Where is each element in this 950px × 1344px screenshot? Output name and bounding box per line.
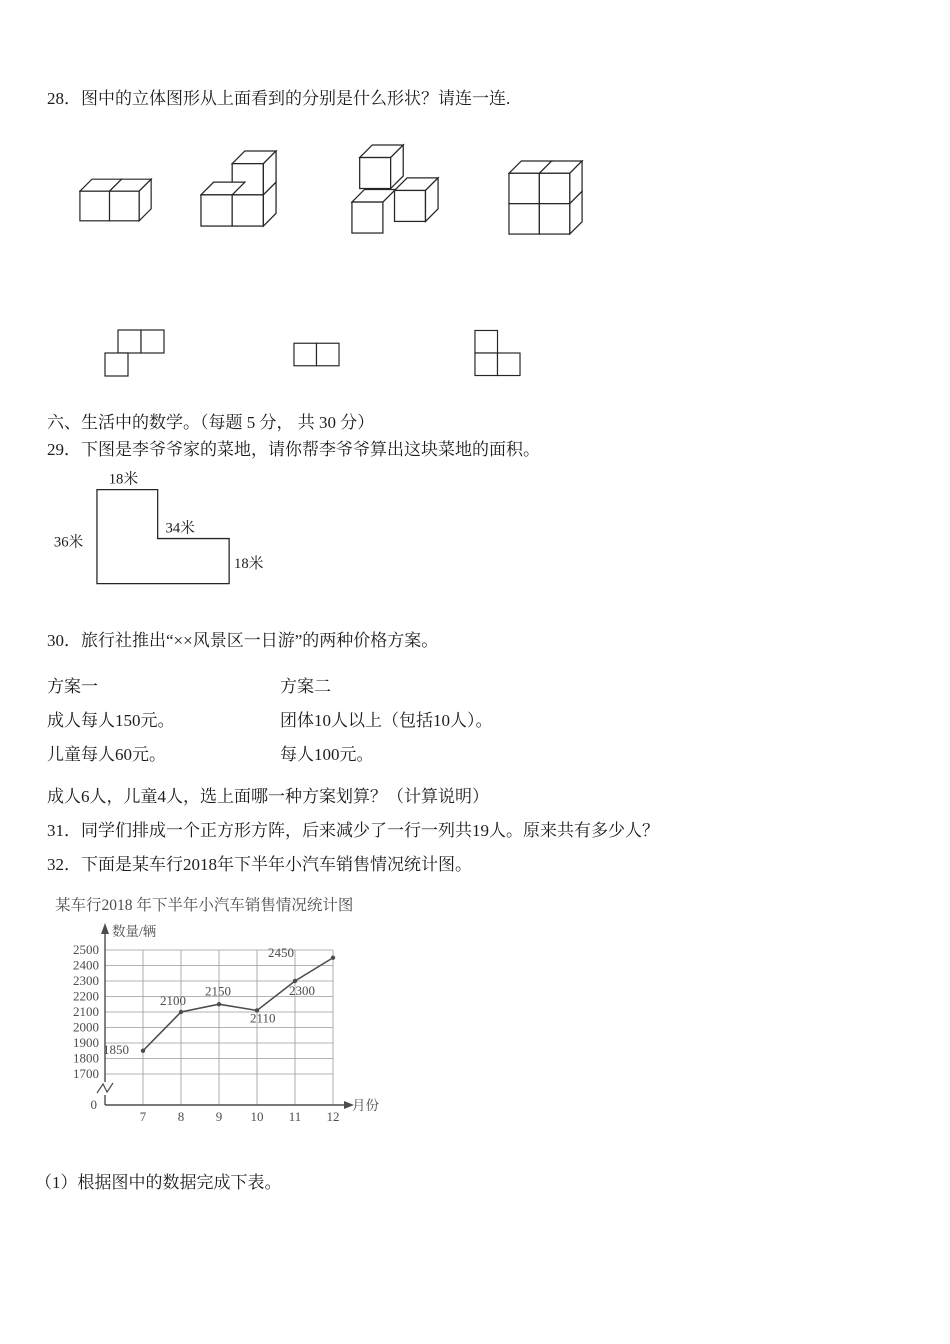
chart-ytick-label: 2000 bbox=[73, 1019, 99, 1035]
chart-point-label: 1850 bbox=[103, 1041, 129, 1057]
question-32-sub-1: （1）根据图中的数据完成下表。 bbox=[35, 1173, 282, 1192]
field-outline bbox=[97, 490, 229, 584]
chart-ytick-label: 2400 bbox=[73, 957, 99, 973]
chart-origin-label: 0 bbox=[90, 1097, 97, 1112]
figure-shape bbox=[118, 330, 141, 353]
question-29-text: 29．下图是李爷爷家的菜地，请你帮李爷爷算出这块菜地的面积。 bbox=[47, 440, 540, 459]
plan-view-figure-2 bbox=[293, 342, 340, 367]
figure-shape bbox=[294, 343, 317, 366]
field-label-right: 18米 bbox=[234, 555, 264, 572]
chart-xtick-label: 12 bbox=[326, 1109, 340, 1124]
solid-figure-3 bbox=[350, 143, 440, 235]
chart-ytick-label: 2500 bbox=[73, 942, 99, 957]
chart-xtick-label: 9 bbox=[215, 1109, 223, 1124]
question-28-text: 28．图中的立体图形从上面看到的分别是什么形状？请连一连. bbox=[47, 89, 511, 108]
chart-ytick-label: 1800 bbox=[73, 1050, 99, 1066]
plan-1-line-2: 儿童每人60元。 bbox=[47, 745, 166, 764]
plan-view-figure-1 bbox=[104, 329, 165, 377]
chart-xlabel: 月份 bbox=[352, 1098, 379, 1113]
section-6-header: 六、生活中的数学。（每题 5 分， 共 30 分） bbox=[47, 413, 375, 432]
chart-xtick-label: 8 bbox=[177, 1109, 185, 1124]
plan-2-title: 方案二 bbox=[280, 677, 331, 696]
question-31-text: 31．同学们排成一个正方形方阵，后来减少了一行一列共19人。原来共有多少人？ bbox=[47, 821, 659, 840]
chart-data-point bbox=[141, 1049, 145, 1053]
chart-data-point bbox=[331, 956, 335, 960]
figure-shape bbox=[395, 190, 426, 221]
chart-ytick-label: 2200 bbox=[73, 988, 99, 1004]
chart-point-label: 2150 bbox=[205, 983, 231, 999]
chart-xtick-label: 7 bbox=[139, 1109, 147, 1124]
plan-1-title: 方案一 bbox=[47, 677, 98, 696]
plan-2-line-2: 每人100元。 bbox=[280, 745, 374, 764]
field-label-inner: 34米 bbox=[165, 520, 195, 537]
chart-ytick-label: 2100 bbox=[73, 1004, 99, 1019]
chart-ytick-label: 1700 bbox=[73, 1066, 99, 1081]
figure-shape bbox=[539, 173, 569, 203]
figure-shape bbox=[509, 204, 539, 234]
chart-ytick-label: 1900 bbox=[73, 1035, 99, 1050]
field-label-top: 18米 bbox=[108, 471, 139, 488]
chart-y-axis-arrow bbox=[101, 923, 109, 934]
figure-shape bbox=[475, 330, 498, 353]
figure-shape bbox=[498, 353, 521, 376]
chart-point-label: 2100 bbox=[160, 993, 186, 1008]
figure-shape bbox=[110, 191, 140, 221]
chart-ytick-label: 2300 bbox=[73, 973, 99, 988]
sales-chart bbox=[40, 912, 420, 1162]
plan-1-line-1: 成人每人150元。 bbox=[47, 711, 175, 730]
figure-shape bbox=[539, 204, 569, 234]
chart-title: 某车行2018 年下半年小汽车销售情况统计图 bbox=[55, 897, 354, 914]
solid-figure-1 bbox=[79, 178, 153, 222]
question-32-text: 32．下面是某车行2018年下半年小汽车销售情况统计图。 bbox=[47, 855, 472, 874]
chart-point-label: 2450 bbox=[268, 944, 294, 960]
chart-data-point bbox=[217, 1002, 221, 1006]
figure-shape bbox=[80, 191, 110, 221]
figure-shape bbox=[509, 173, 539, 203]
figure-shape bbox=[352, 202, 383, 233]
figure-shape bbox=[317, 343, 340, 366]
figure-shape bbox=[141, 330, 164, 353]
solid-figure-2 bbox=[200, 150, 278, 228]
chart-ylabel: 数量/辆 bbox=[112, 924, 157, 939]
plan-view-figure-3 bbox=[474, 329, 521, 377]
chart-data-point bbox=[179, 1010, 183, 1014]
chart-xtick-label: 11 bbox=[288, 1109, 302, 1124]
figure-shape bbox=[352, 189, 396, 202]
figure-shape bbox=[232, 195, 263, 226]
solid-figure-4 bbox=[508, 160, 584, 235]
figure-shape bbox=[360, 158, 391, 189]
question-30-text: 30．旅行社推出“××风景区一日游”的两种价格方案。 bbox=[47, 631, 439, 650]
figure-shape bbox=[201, 195, 232, 226]
field-figure bbox=[48, 468, 283, 615]
figure-shape bbox=[105, 353, 128, 376]
chart-point-label: 2300 bbox=[289, 983, 315, 998]
plan-2-line-1: 团体10人以上（包括10人）。 bbox=[280, 711, 493, 730]
chart-point-label: 2110 bbox=[250, 1010, 276, 1026]
field-label-left: 36米 bbox=[53, 534, 84, 551]
figure-shape bbox=[475, 353, 498, 376]
chart-xtick-label: 10 bbox=[250, 1109, 264, 1124]
question-30-followup: 成人6人，儿童4人，选上面哪一种方案划算？（计算说明） bbox=[47, 787, 489, 806]
